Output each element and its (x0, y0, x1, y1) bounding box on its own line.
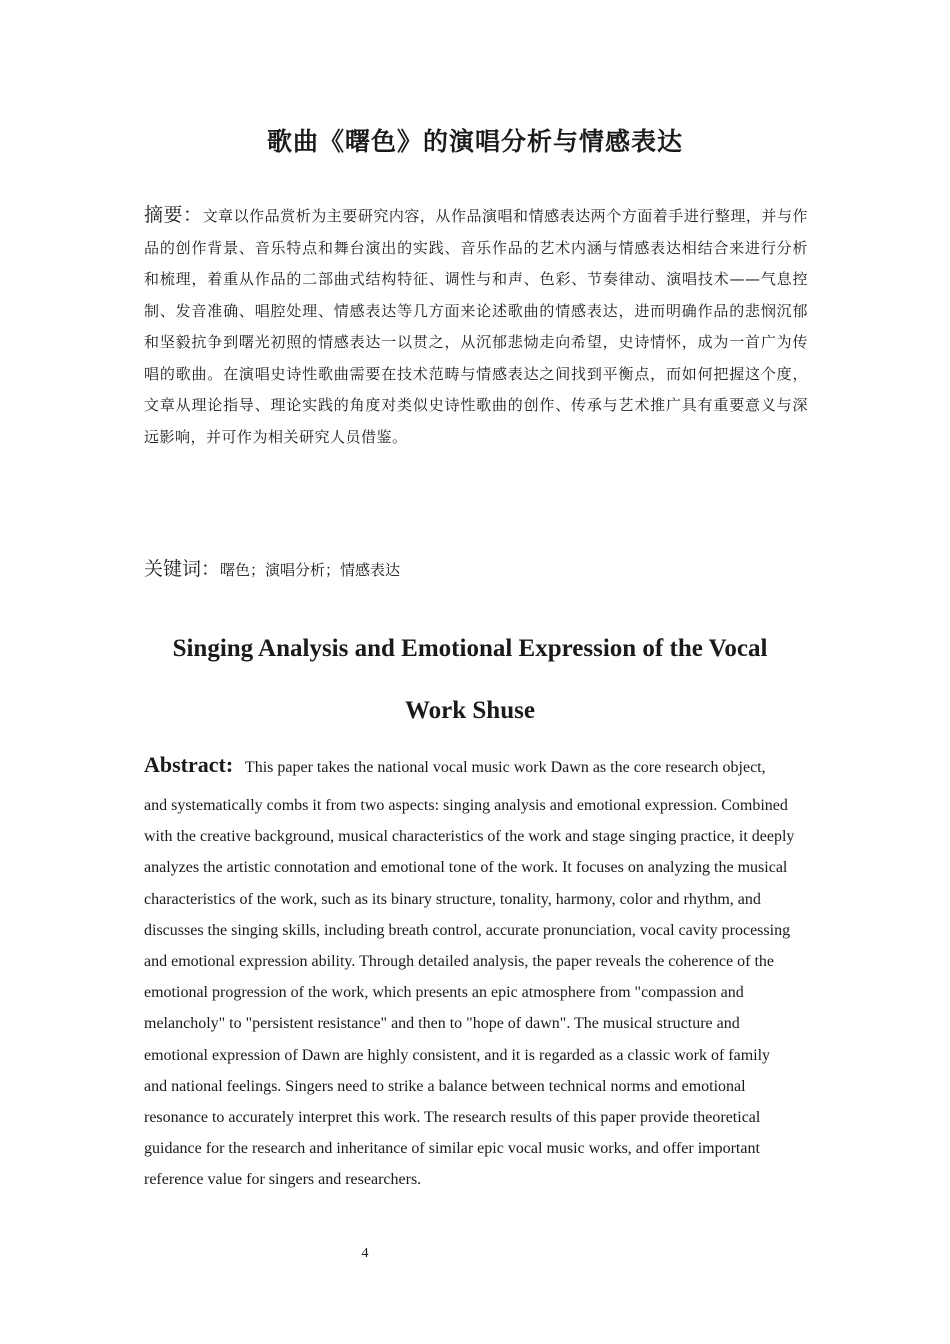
chinese-abstract (144, 200, 808, 453)
english-title: Singing Analysis and Emotional Expression of the Vocal Work Shuse (172, 635, 768, 724)
chinese-abstract-text: 文章以作品赏析为主要研究内容，从作品演唱和情感表达两个方面着手进行整理，并与作品的创作背景、音乐特点和舞台演出的实践、音乐作品的艺术内涵与情感表达相结合来进行分析和梳理，着重从作品的二部曲式结构特征、调性与和声、色彩、节奏律动、演唱技术——气息控制、发音准确、唱腔处理、情感表达等几方面来论述歌曲的情感表达，进而明确作品的悲悯沉郁和坚毅抗争到曙光初照的情感表达一以贯之，从沉郁悲恸走向希望，史诗情怀，成为一首广为传唱的歌曲。在演唱史诗性歌曲需要在技术范畴与情感表达之间找到平衡点，而如何把握这个度，文章从理论指导、理论实践的角度对类似史诗性歌曲的创作、传承与艺术推广具有重要意义与深远影响，并可作为相关研究人员借鉴。 (144, 207, 808, 446)
chinese-abstract-label: 摘要： (144, 204, 203, 226)
english-abstract (144, 746, 796, 1196)
english-abstract-first-line (144, 746, 796, 787)
chinese-keywords-text: 曙色；演唱分析；情感表达 (220, 561, 401, 579)
chinese-title: 歌曲《曙色》的演唱分析与情感表达 (266, 127, 683, 156)
chinese-keywords-label: 关键词： (144, 558, 221, 580)
chinese-keywords (144, 554, 400, 585)
english-abstract-text: and systematically combs it from two aspects: singing analysis and emotional expression. Combined with the creative background, musical characteristics of the work and stage singing practice, it deeply analyzes the artistic connotation and emotional tone of the work. It focuses on analyzing the musical characteristics of the work, such as its binary structure, tonality, harmony, color and rhythm, and discusses the singing skills, including breath control, accurate pronunciation, vocal cavity processing and emotional expression ability. Through detailed analysis, the paper reveals the coherence of the emotional progression of the work, which presents an epic atmosphere from "compassion and melancholy" to "persistent resistance" and then to "hope of dawn". The musical structure and emotional expression of Dawn are highly consistent, and it is regarded as a classic work of family and national feelings. Singers need to strike a balance between technical norms and emotional resonance to accurately interpret this work. The research results of this paper provide theoretical guidance for the research and inheritance of similar epic vocal music works, and offer important reference value for singers and researchers. (144, 797, 795, 1189)
page-number: 4 (361, 1246, 369, 1261)
english-abstract-label: Abstract: (144, 752, 234, 777)
english-abstract-lead: This paper takes the national vocal music work Dawn as the core research object, (244, 759, 766, 776)
